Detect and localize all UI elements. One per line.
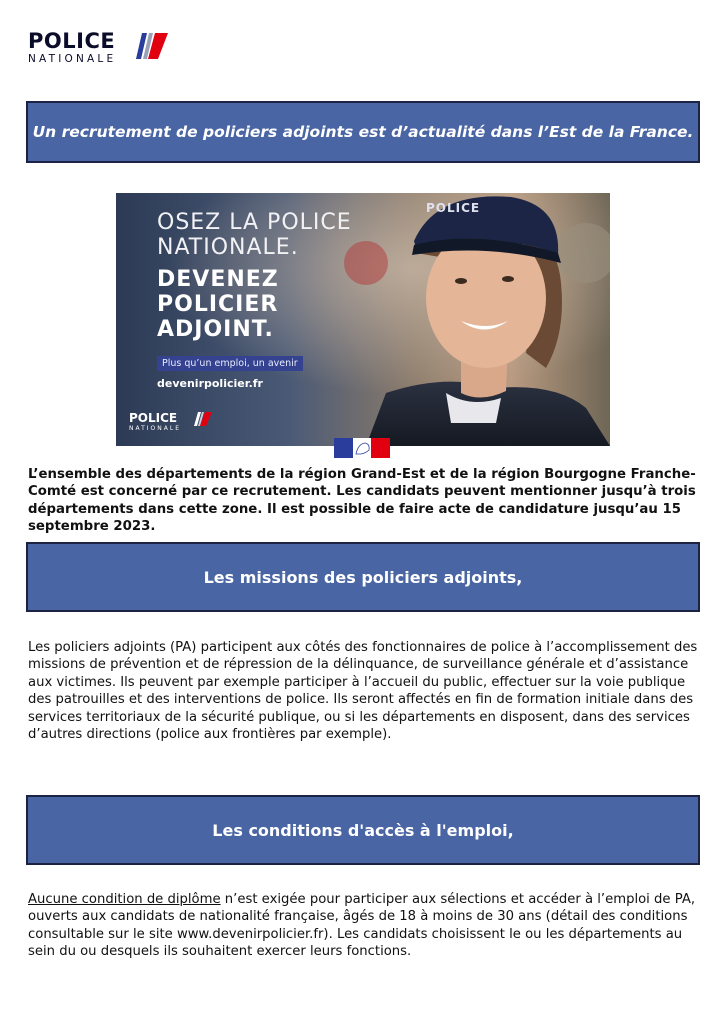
poster-url: devenirpolicier.fr (157, 377, 263, 390)
recruitment-poster (116, 193, 610, 446)
conditions-paragraph (28, 891, 702, 961)
poster-line2: NATIONALE. (157, 235, 299, 260)
poster-logo-subtitle: NATIONALE (129, 425, 182, 432)
poster-flag-icon (194, 412, 212, 426)
poster-cap-text: POLICE (426, 201, 481, 215)
poster-bold3: ADJOINT. (157, 317, 274, 342)
logo-subtitle: NATIONALE (28, 53, 117, 65)
conditions-heading: Les conditions d'accès à l'emploi, (212, 820, 514, 840)
poster-logo-title: POLICE (129, 411, 178, 425)
police-flag-icon (136, 33, 168, 59)
logo-title: POLICE (28, 29, 116, 53)
conditions-banner (26, 795, 700, 865)
poster-tagline: Plus qu’un emploi, un avenir (157, 356, 303, 371)
police-nationale-logo (28, 30, 116, 65)
missions-heading: Les missions des policiers adjoints, (203, 567, 523, 587)
missions-paragraph: Les policiers adjoints (PA) participent aux côtés des fonctionnaires de police à l’accomplissement des missions de prévention et de répression de la délinquance, de surveillance générale et d’assistance aux victimes. Ils peuvent par exemple participer à l’accueil du public, effectuer sur la voie publique des patrouilles et des interventions de police. Ils seront affectés en fin de formation initiale dans des services territoriaux de la sécurité publique, ou si les départements en disposent, dans des services d’autres directions (police aux frontières par exemple). (28, 640, 698, 743)
intro-paragraph: L’ensemble des départements de la région Grand-Est et de la région Bourgogne Franche-Comté est concerné par ce recrutement. Les candidats peuvent mentionner jusqu’à trois départements dans cette zone. Il est possible de faire acte de candidature jusqu’au 15 septembre 2023. (28, 467, 696, 535)
diploma-condition-underlined: Aucune condition de diplôme (28, 892, 221, 907)
poster-bold2: POLICIER (157, 292, 279, 317)
missions-banner (26, 542, 700, 612)
headline-banner (26, 101, 700, 163)
poster-bold1: DEVENEZ (157, 267, 279, 292)
headline-text: Un recrutement de policiers adjoints est d’actualité dans l’Est de la France. (32, 123, 694, 141)
conditions-rest-text: n’est exigée pour participer aux sélections et accéder à l’emploi de PA, ouverts aux candidats de nationalité française, âgés de 18 à moins de 30 ans (détail des conditions consultable sur le site www.devenirpolicier.fr). Les candidats choisissent le ou les départements au sein du ou desquels ils souhaitent exercer leurs fonctions. (28, 892, 696, 960)
poster-line1: OSEZ LA POLICE (157, 210, 352, 235)
marianne-logo-icon (334, 438, 390, 458)
